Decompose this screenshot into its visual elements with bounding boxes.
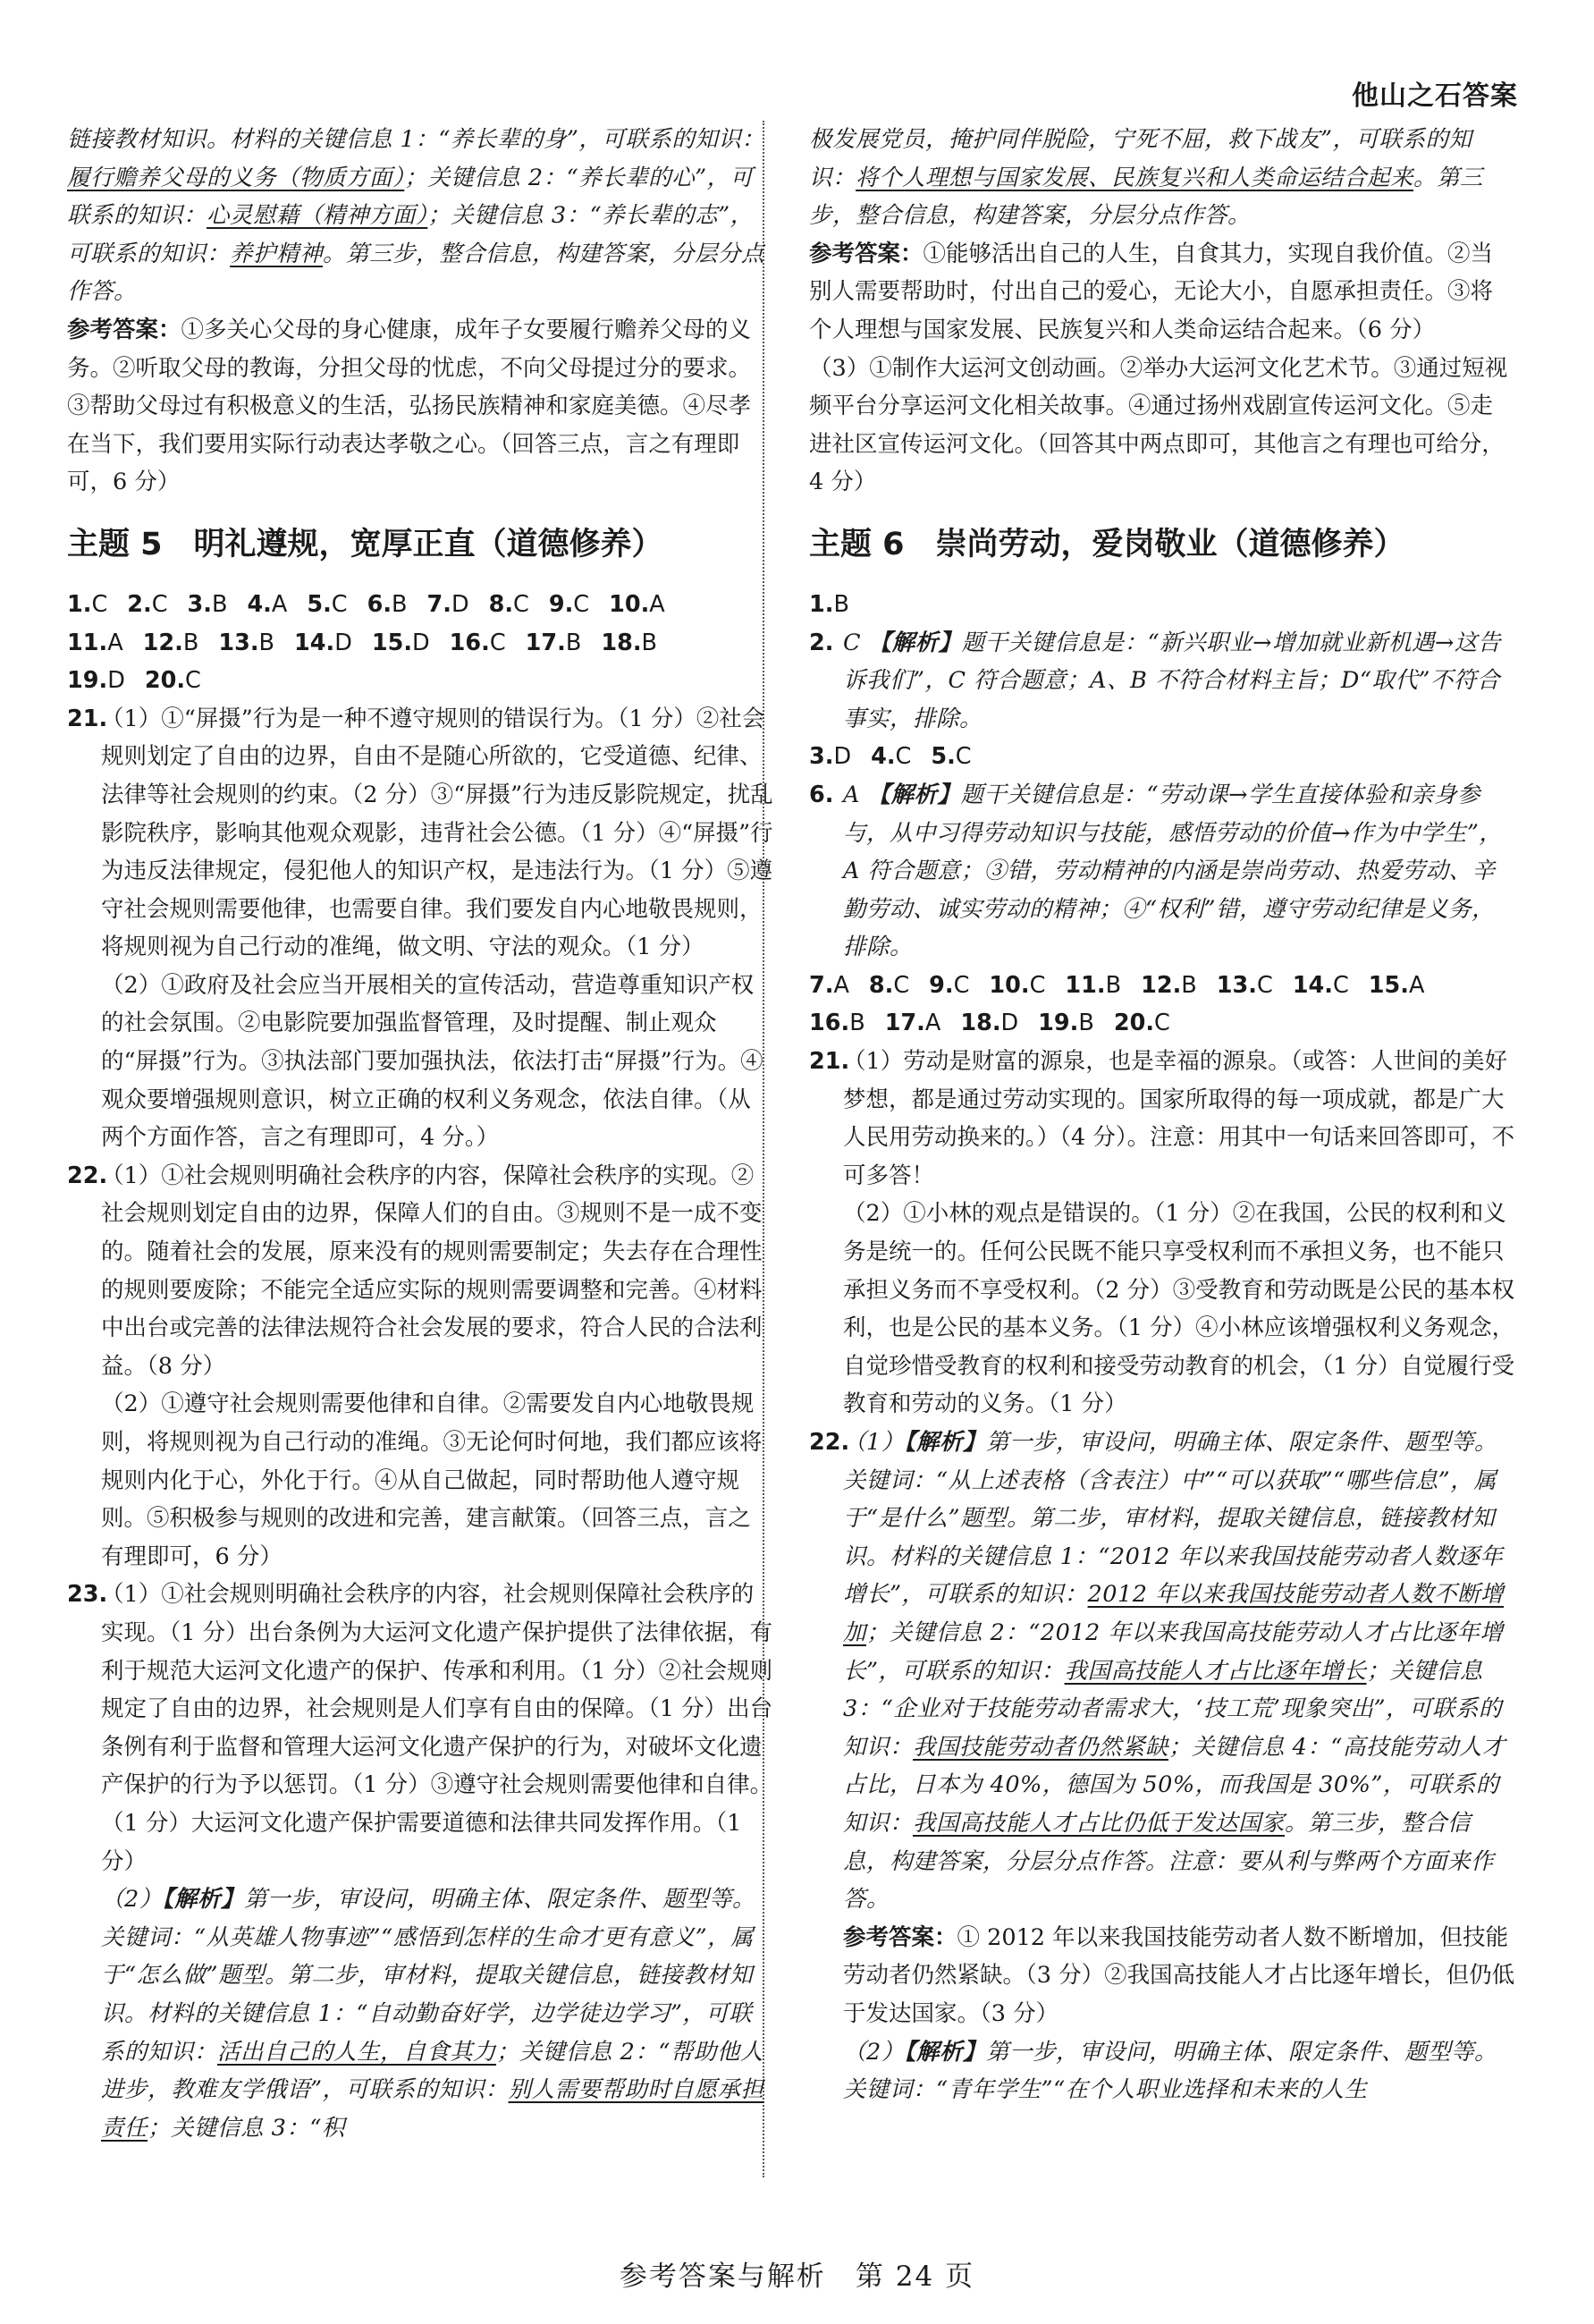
answer-item: 19.B — [1038, 1010, 1094, 1037]
analysis-continuation: 链接教材知识。材料的关键信息 1：“养长辈的身”，可联系的知识：履行赡养父母的义务（物质方面）；关键信息 2：“养长辈的心”，可联系的知识：心灵慰藉（精神方面）；关键信息 3：“养长辈的志”，可联系的知识：养护精神。第三步，整合信息，构建答案，分层分点作答。 — [67, 126, 765, 306]
answer-item: 18.B — [601, 629, 658, 656]
answer-item: 17.B — [525, 629, 582, 656]
question-number: 21. — [809, 1048, 850, 1076]
choice-answers-3-5 — [809, 738, 1515, 776]
answer-1: 1.B — [809, 590, 849, 618]
question-23-part2: （2）【解析】第一步，审设问，明确主体、限定条件、题型等。关键词：“从英雄人物事迹”“感悟到怎样的生命才更有意义”，属于“怎么做”题型。第二步，审材料，提取关键信息，链接教材知识。材料的关键信息 1：“自动勤奋好学，边学徒边学习”，可联系的知识：活出自己的人生，自食其力；关键信息 2：“帮助他人进步，教难友学俄语”，可联系的知识：别人需要帮助时自愿承担责任；关键信息 3：“积 — [101, 1886, 764, 2142]
question-21-part2: （2）①小林的观点是错误的。（1 分）②在我国，公民的权利和义务是统一的。任何公民既不能只享受权利而不承担义务，也不能只承担义务而不享受权利。（2 分）③受教育和劳动既是公民的基本权利，也是公民的基本义务。（1 分）④小林应该增强权利义务观念，自觉珍惜受教育的权利和接受劳动教育的机会，（1 分）自觉履行受教育和劳动的义务。（1 分） — [843, 1200, 1515, 1418]
answer-row — [67, 662, 773, 700]
question-number: 23. — [67, 1581, 108, 1609]
answer-item: 4.A — [247, 590, 288, 618]
answer-item: 11.A — [67, 629, 123, 656]
answer-item: 8.C — [868, 971, 910, 999]
answer-row — [809, 738, 1515, 776]
question-23 — [67, 1576, 773, 2147]
answer-item: 12.B — [1141, 971, 1197, 999]
answer-item: 3.D — [809, 743, 852, 771]
answer-item: 14.D — [294, 629, 352, 656]
question-number: 22. — [809, 1429, 850, 1456]
answer-item: 6.B — [367, 590, 408, 618]
question-22-analysis: （1）【解析】第一步，审设问，明确主体、限定条件、题型等。关键词：“从上述表格（含表注）中”“可以获取”“哪些信息”，属于“是什么”题型。第二步，审材料，提取关键信息，链接教材知识。材料的关键信息 1：“2012 年以来我国技能劳动者人数逐年增长”，可联系的知识：2012 年以来我国技能劳动者人数不断增加；关键信息 2：“2012 年以来我国高技能劳动人才占比逐年增长”，可联系的知识：我国高技能人才占比逐年增长；关键信息 3：“企业对于技能劳动者需求大，‘技工荒’现象突出”，可联系的知识：我国技能劳动者仍然紧缺；关键信息 4：“高技能劳动人才占比，日本为 40%，德国为 50%，而我国是 30%”，可联系的知识：我国高技能人才占比仍低于发达国家。第三步，整合信息，构建答案，分层分点作答。注意：要从利与弊两个方面来作答。 — [843, 1429, 1505, 1914]
question-22 — [809, 1424, 1515, 2109]
question-21-part2: （2）①政府及社会应当开展相关的宣传活动，营造尊重知识产权的社会氛围。②电影院要加强监督管理，及时提醒、制止观众的“屏摄”行为。③执法部门要加强执法，依法打击“屏摄”行为。④观众要增强规则意识，树立正确的权利义务观念，依法自律。（从两个方面作答，言之有理即可，4 分。） — [101, 971, 763, 1152]
answer-item: 13.B — [218, 629, 275, 656]
question-22-part1: （1）①社会规则明确社会秩序的内容，保障社会秩序的实现。②社会规则划定自由的边界，保障人们的自由。③规则不是一成不变的。随着社会的发展，原来没有的规则需要制定；失去存在合理性的规则要废除；不能完全适应实际的规则需要调整和完善。④材料中出台或完善的法律法规符合社会发展的要求，符合人民的合法利益。（8 分） — [101, 1162, 763, 1380]
answer-row — [809, 967, 1515, 1005]
answer-item: 1.C — [67, 590, 108, 618]
answer-item: 12.B — [142, 629, 199, 656]
question-21-part1: （1）①“屏摄”行为是一种不遵守规则的错误行为。（1 分）②社会规则划定了自由的边界，自由不是随心所欲的，它受道德、纪律、法律等社会规则的约束。（2 分）③“屏摄”行为违反影院规定，扰乱影院秩序，影响其他观众观影，违背社会公德。（1 分）④“屏摄”行为违反法律规定，侵犯他人的知识产权，是违法行为。（1 分）⑤遵守社会规则需要他律，也需要自律。我们要发自内心地敬畏规则，将规则视为自己行动的准绳，做文明、守法的观众。（1 分） — [101, 705, 773, 961]
answer-item: 15.A — [1368, 971, 1425, 999]
answer-item: 5.C — [931, 743, 972, 771]
left-column — [67, 121, 773, 2147]
answer-item: 20.C — [144, 667, 201, 695]
choice-answers-topic5 — [67, 586, 773, 700]
analysis-continuation: 极发展党员，掩护同伴脱险，宁死不屈，救下战友”，可联系的知识：将个人理想与国家发展、民族复兴和人类命运结合起来。第三步，整合信息，构建答案，分层分点作答。 — [809, 126, 1484, 230]
answer-item: 9.C — [929, 971, 970, 999]
answer-item: 8.C — [488, 590, 529, 618]
answer-2: 2. C 【解析】题干关键信息是：“新兴职业→增加就业新机遇→这告诉我们”，C 符合题意；A、B 不符合材料主旨；D“取代”不符合事实，排除。 — [809, 624, 1515, 739]
question-21 — [809, 1043, 1515, 1424]
question-number: 21. — [67, 705, 108, 732]
question-21 — [67, 700, 773, 1157]
answer-item: 18.D — [960, 1010, 1019, 1037]
choice-answers-16-20 — [809, 1004, 1515, 1043]
question-23-part1: （1）①社会规则明确社会秩序的内容，社会规则保障社会秩序的实现。（1 分）出台条例为大运河文化遗产保护提供了法律依据，有利于规范大运河文化遗产的保护、传承和利用。（1 分）②社会规则规定了自由的边界，社会规则是人们享有自由的保障。（1 分）出台条例有利于监督和管理大运河文化遗产保护的行为，对破坏文化遗产保护的行为予以惩罚。（1 分）③遵守社会规则需要他律和自律。（1 分）大运河文化遗产保护需要道德和法律共同发挥作用。（1 分） — [101, 1581, 773, 1875]
answer-item: 11.B — [1065, 971, 1122, 999]
question-21-part1: （1）劳动是财富的源泉，也是幸福的源泉。（或答：人世间的美好梦想，都是通过劳动实现的。国家所取得的每一项成就，都是广大人民用劳动换来的。）（4 分）。注意：用其中一句话来回答即可，不可多答！ — [843, 1048, 1515, 1189]
answer-row — [809, 1004, 1515, 1043]
answer-item: 5.C — [307, 590, 348, 618]
page-footer: 参考答案与解析 第 24 页 — [619, 2261, 975, 2293]
answer-item: 7.D — [426, 590, 469, 618]
answer-6: 6. A 【解析】题干关键信息是：“劳动课→学生直接体验和亲身参与，从中习得劳动知识与技能，感悟劳动的价值→作为中学生”，A 符合题意；③错，劳动精神的内涵是崇尚劳动、热爱劳动、辛勤劳动、诚实劳动的精神；④“权利”错，遵守劳动纪律是义务，排除。 — [809, 776, 1515, 967]
answer-item: 9.C — [548, 590, 590, 618]
reference-answer: 参考答案：① 2012 年以来我国技能劳动者人数不断增加，但技能劳动者仍然紧缺。（3 分）②我国高技能人才占比逐年增长，但仍低于发达国家。（3 分） — [843, 1923, 1515, 2027]
answer-item: 2.C — [127, 590, 168, 618]
book-title: 他山之石答案 — [1352, 80, 1518, 112]
answer-item: 16.C — [449, 629, 506, 656]
reference-answer: 参考答案：①多关心父母的身心健康，成年子女要履行赡养父母的义务。②听取父母的教诲，分担父母的忧虑，不向父母提过分的要求。③帮助父母过有积极意义的生活，弘扬民族精神和家庭美德。④尽孝在当下，我们要用实际行动表达孝敬之心。（回答三点，言之有理即可，6 分） — [67, 316, 752, 496]
answer-item: 7.A — [809, 971, 849, 999]
answer-item: 19.D — [67, 667, 125, 695]
answer-item: 13.C — [1216, 971, 1273, 999]
answer-item: 15.D — [371, 629, 430, 656]
answer-item: 10.C — [989, 971, 1046, 999]
answer-item: 16.B — [809, 1010, 865, 1037]
question-23-part3: （3）①制作大运河文创动画。②举办大运河文化艺术节。③通过短视频平台分享运河文化相关故事。④通过扬州戏剧宣传运河文化。⑤走进社区宣传运河文化。（回答其中两点即可，其他言之有理也可给分，4 分） — [809, 354, 1508, 496]
answer-item: 3.B — [187, 590, 228, 618]
answer-item: 4.C — [871, 743, 912, 771]
question-number: 2. — [809, 629, 834, 656]
answer-item: 20.C — [1113, 1010, 1170, 1037]
answer-item: 10.A — [609, 590, 665, 618]
answer-item: 17.A — [884, 1010, 941, 1037]
answer-item: 14.C — [1292, 971, 1349, 999]
answer-row — [67, 586, 773, 624]
question-22-part2: （2）①遵守社会规则需要他律和自律。②需要发自内心地敬畏规则，将规则视为自己行动的准绳。③无论何时何地，我们都应该将规则内化于心，外化于行。④从自己做起，同时帮助他人遵守规则。⑤积极参与规则的改进和完善，建言献策。（回答三点，言之有理即可，6 分） — [101, 1390, 763, 1570]
question-number: 22. — [67, 1162, 108, 1189]
answer-row — [67, 624, 773, 663]
right-column — [809, 121, 1515, 2109]
choice-answers-7-15 — [809, 967, 1515, 1005]
question-22-part2: （2）【解析】第一步，审设问，明确主体、限定条件、题型等。关键词：“青年学生”“在个人职业选择和未来的人生 — [843, 2038, 1498, 2104]
question-22 — [67, 1157, 773, 1576]
topic-6-heading: 主题 6 崇尚劳动，爱岗敬业（道德修养） — [809, 526, 1405, 562]
question-number: 6. — [809, 781, 834, 808]
reference-answer: 参考答案：①能够活出自己的人生，自食其力，实现自我价值。②当别人需要帮助时，付出自己的爱心，无论大小，自愿承担责任。③将个人理想与国家发展、民族复兴和人类命运结合起来。（6 分） — [809, 240, 1494, 343]
topic-5-heading: 主题 5 明礼遵规，宽厚正直（道德修养） — [67, 526, 663, 562]
